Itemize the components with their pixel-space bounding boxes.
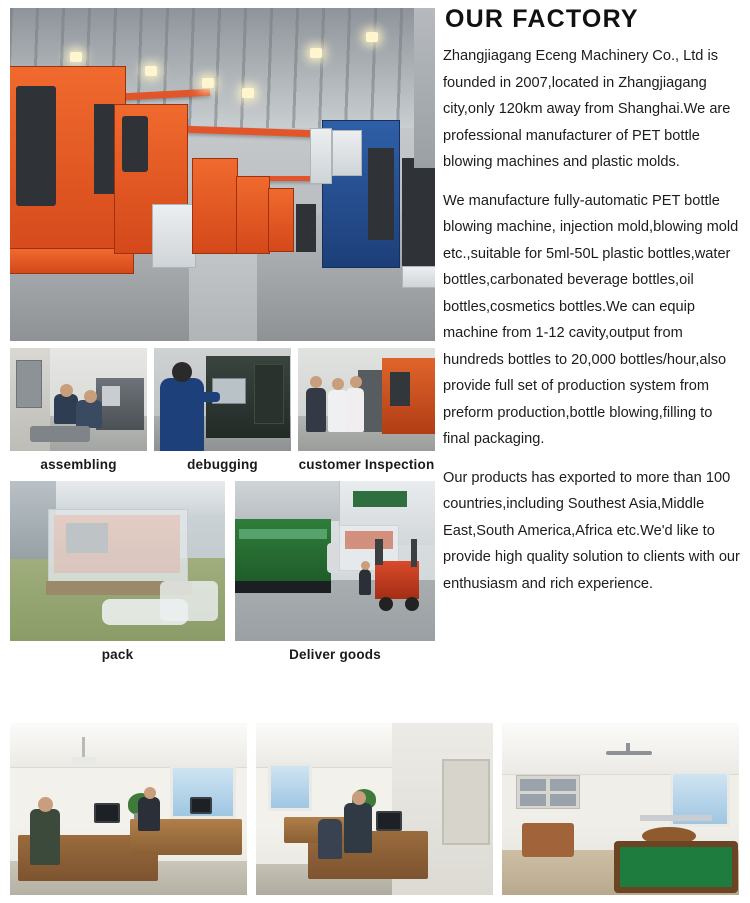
photo-assembling [10, 348, 147, 451]
photo-row-small [10, 348, 435, 472]
caption-assembling: assembling [40, 457, 117, 472]
photo-row-bottom [10, 723, 740, 895]
photo-factory-workshop [10, 8, 435, 341]
photo-debugging [154, 348, 291, 451]
caption-customer-inspection: customer Inspection [298, 457, 435, 472]
caption-pack: pack [101, 647, 134, 662]
gallery-item-pack [10, 481, 225, 662]
page-title: OUR FACTORY [445, 5, 639, 33]
photo-row-medium [10, 481, 435, 662]
caption-deliver-goods: Deliver goods [289, 647, 381, 662]
caption-debugging: debugging [187, 457, 258, 472]
gallery-column [10, 8, 435, 662]
photo-office-2 [256, 723, 493, 895]
photo-customer-inspection [298, 348, 435, 451]
gallery-item-debugging [154, 348, 291, 472]
paragraph-products: We manufacture fully-automatic PET bottle blowing machine, injection mold,blowing mold etc.,suitable for 5ml-50L plastic bottles,water bottles,carbonated beverage bottles,oil bottles,cosmetics bottles.We can equip machine from 1-12 cavity,output from hundreds bottles to 20,000 bottles/hour,also provide full set of production system from preform production,bottle blowing,filling to final packaging. [443, 192, 739, 447]
gallery-item-inspection [298, 348, 435, 472]
gallery-item-deliver-goods [235, 481, 435, 662]
photo-pack [10, 481, 225, 641]
photo-deliver-goods [235, 481, 435, 641]
text-column [443, 5, 743, 609]
paragraph-exports: Our products has exported to more than 100 countries,including Southest Asia,Middle East,South America,Africa etc.We'd like to provide high quality solution to clients with our enthusiasm and rich experience. [443, 469, 740, 592]
photo-recreation-room [502, 723, 739, 895]
paragraph-company-intro: Zhangjiagang Eceng Machinery Co., Ltd is founded in 2007,located in Zhangjiagang city,only 120km away from Shanghai.We are professional manufacturer of PET bottle blowing machines and plastic molds. [443, 48, 731, 170]
photo-office-1 [10, 723, 247, 895]
gallery-item-assembling [10, 348, 147, 472]
